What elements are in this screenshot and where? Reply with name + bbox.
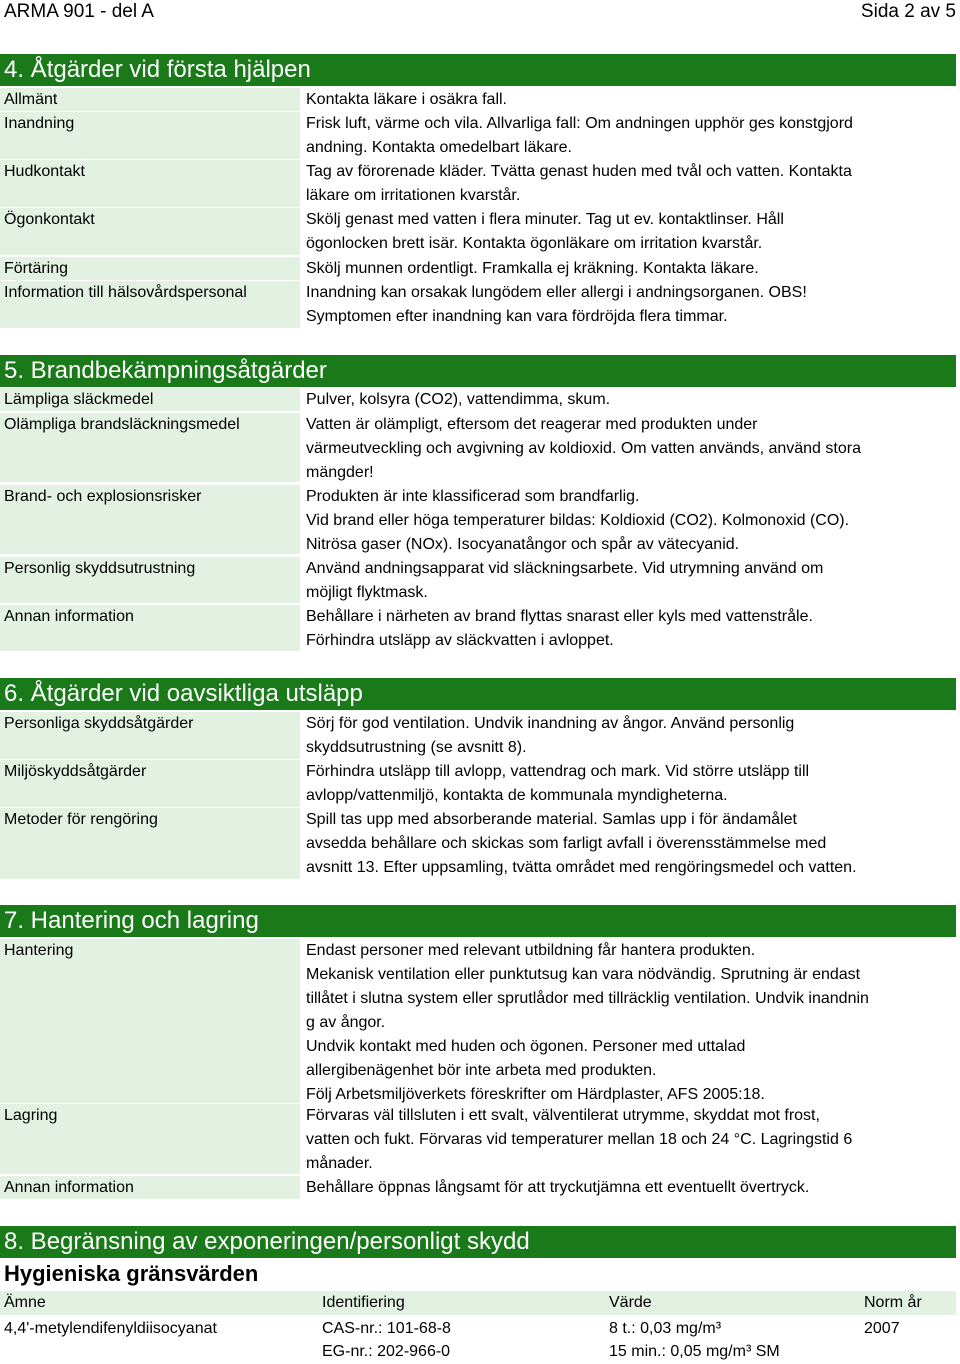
label-rengoring: Metoder för rengöring [0, 808, 300, 879]
page-number: Sida 2 av 5 [860, 1, 956, 22]
value-brandrisker: Produkten är inte klassificerad som brandfarlig. Vid brand eller höga temperaturer bildas: Koldioxid (CO2). Kolmonoxid (CO). Nitrösa gaser (NOx). Isocyanatångor och spår av vätecyanid. [306, 488, 850, 553]
column-header-identifiering: Identifiering [322, 1294, 405, 1311]
column-header-amne: Ämne [4, 1294, 46, 1311]
section-6-title: 6. Åtgärder vid oavsiktliga utsläpp [0, 678, 956, 710]
section-7-title: 7. Hantering och lagring [0, 905, 956, 937]
value-olampliga-slackmedel: Vatten är olämpligt, eftersom det reagerar med produkten under värmeutveckling och avgivning av koldioxid. Om vatten används, använd stora mängder! [306, 416, 861, 481]
value-inandning: Frisk luft, värme och vila. Allvarliga fall: Om andningen upphör ges konstgjord andning. Kontakta omedelbart läkare. [306, 115, 853, 156]
cell-value-15min: 15 min.: 0,05 mg/m³ SM [609, 1343, 780, 1360]
column-header-norm-ar: Norm år [864, 1294, 922, 1311]
value-hudkontakt: Tag av förorenade kläder. Tvätta genast huden med tvål och vatten. Kontakta läkare om irritationen kvarstår. [306, 163, 852, 204]
cell-eg-number: EG-nr.: 202-966-0 [322, 1343, 451, 1360]
cell-value-8h: 8 t.: 0,03 mg/m³ [609, 1320, 722, 1337]
label-s5-annan-info: Annan information [0, 605, 300, 651]
label-inandning: Inandning [0, 112, 300, 159]
label-fortaring: Förtäring [0, 257, 300, 280]
section-5-title: 5. Brandbekämpningsåtgärder [0, 355, 956, 387]
cell-norm-year: 2007 [864, 1320, 900, 1337]
document-title: ARMA 901 - del A [4, 1, 154, 22]
value-rengoring: Spill tas upp med absorberande material. Samlas upp i för ändamålet avsedda behållare och skickas som farligt avfall i överensstämmelse med avsnitt 13. Efter uppsamling, tvätta området med rengöringsmedel och vatten. [306, 811, 857, 876]
label-personliga-skyddsatgarder: Personliga skyddsåtgärder [0, 712, 300, 759]
page-header [0, 0, 960, 24]
label-s7-annan-info: Annan information [0, 1176, 300, 1199]
label-hantering: Hantering [0, 939, 300, 1103]
label-lampliga-slackmedel: Lämpliga släckmedel [0, 388, 300, 411]
value-lampliga-slackmedel: Pulver, kolsyra (CO2), vattendimma, skum. [306, 391, 611, 408]
value-lagring: Förvaras väl tillsluten i ett svalt, välventilerat utrymme, skyddat mot frost, vatten och fukt. Förvaras vid temperaturer mellan 18 och 24 °C. Lagringstid 6 månader. [306, 1107, 853, 1172]
section-8-title: 8. Begränsning av exponeringen/personligt skydd [0, 1226, 956, 1258]
value-miljoskydd: Förhindra utsläpp till avlopp, vattendrag och mark. Vid större utsläpp till avlopp/vattenmiljö, kontakta de kommunala myndigheterna. [306, 763, 810, 804]
label-halsovardsinfo: Information till hälsovårdspersonal [0, 281, 300, 328]
label-lagring: Lagring [0, 1104, 300, 1174]
label-ogonkontakt: Ögonkontakt [0, 208, 300, 255]
cell-substance: 4,4'-metylendifenyldiisocyanat [4, 1320, 217, 1337]
value-s5-annan-info: Behållare i närheten av brand flyttas snarast eller kyls med vattenstråle. Förhindra utsläpp av släckvatten i avloppet. [306, 608, 813, 649]
column-header-varde: Värde [609, 1294, 652, 1311]
label-olampliga-slackmedel: Olämpliga brandsläckningsmedel [0, 413, 300, 482]
value-halsovardsinfo: Inandning kan orsakak lungödem eller allergi i andningsorganen. OBS! Symptomen efter inandning kan vara fördröjda flera timmar. [306, 284, 807, 325]
label-allmant: Allmänt [0, 88, 300, 111]
table-header [0, 1291, 956, 1315]
label-hudkontakt: Hudkontakt [0, 160, 300, 207]
value-skyddsutrustning: Använd andningsapparat vid släckningsarbete. Vid utrymning använd om möjligt flyktmask. [306, 560, 824, 601]
value-hantering: Endast personer med relevant utbildning får hantera produkten. Mekanisk ventilation eller punktutsug kan vara nödvändig. Sprutning är endast tillåtet i slutna system eller sprutlådor med tillräcklig ventilation. Undvik inandnin g av ångor. Undvik kontakt med huden och ögonen. Personer med uttalad allergibenägenhet bör inte arbeta med produkten. Följ Arbetsmiljöverkets föreskrifter om Härdplaster, AFS 2005:18. [306, 942, 869, 1103]
section-4-title: 4. Åtgärder vid första hjälpen [0, 54, 956, 86]
value-ogonkontakt: Skölj genast med vatten i flera minuter. Tag ut ev. kontaktlinser. Håll ögonlocken brett isär. Kontakta ögonläkare om irritation kvarstår. [306, 211, 784, 252]
value-allmant: Kontakta läkare i osäkra fall. [306, 91, 507, 108]
value-s7-annan-info: Behållare öppnas långsamt för att tryckutjämna ett eventuellt övertryck. [306, 1179, 810, 1196]
label-skyddsutrustning: Personlig skyddsutrustning [0, 557, 300, 603]
cell-cas-number: CAS-nr.: 101-68-8 [322, 1320, 451, 1337]
label-brandrisker: Brand- och explosionsrisker [0, 485, 300, 554]
label-miljoskydd: Miljöskyddsåtgärder [0, 760, 300, 807]
value-fortaring: Skölj munnen ordentligt. Framkalla ej kräkning. Kontakta läkare. [306, 260, 759, 277]
value-personliga-skyddsatgarder: Sörj för god ventilation. Undvik inandning av ångor. Använd personlig skyddsutrustning (se avsnitt 8). [306, 715, 795, 756]
subsection-title: Hygieniska gränsvärden [4, 1261, 259, 1286]
